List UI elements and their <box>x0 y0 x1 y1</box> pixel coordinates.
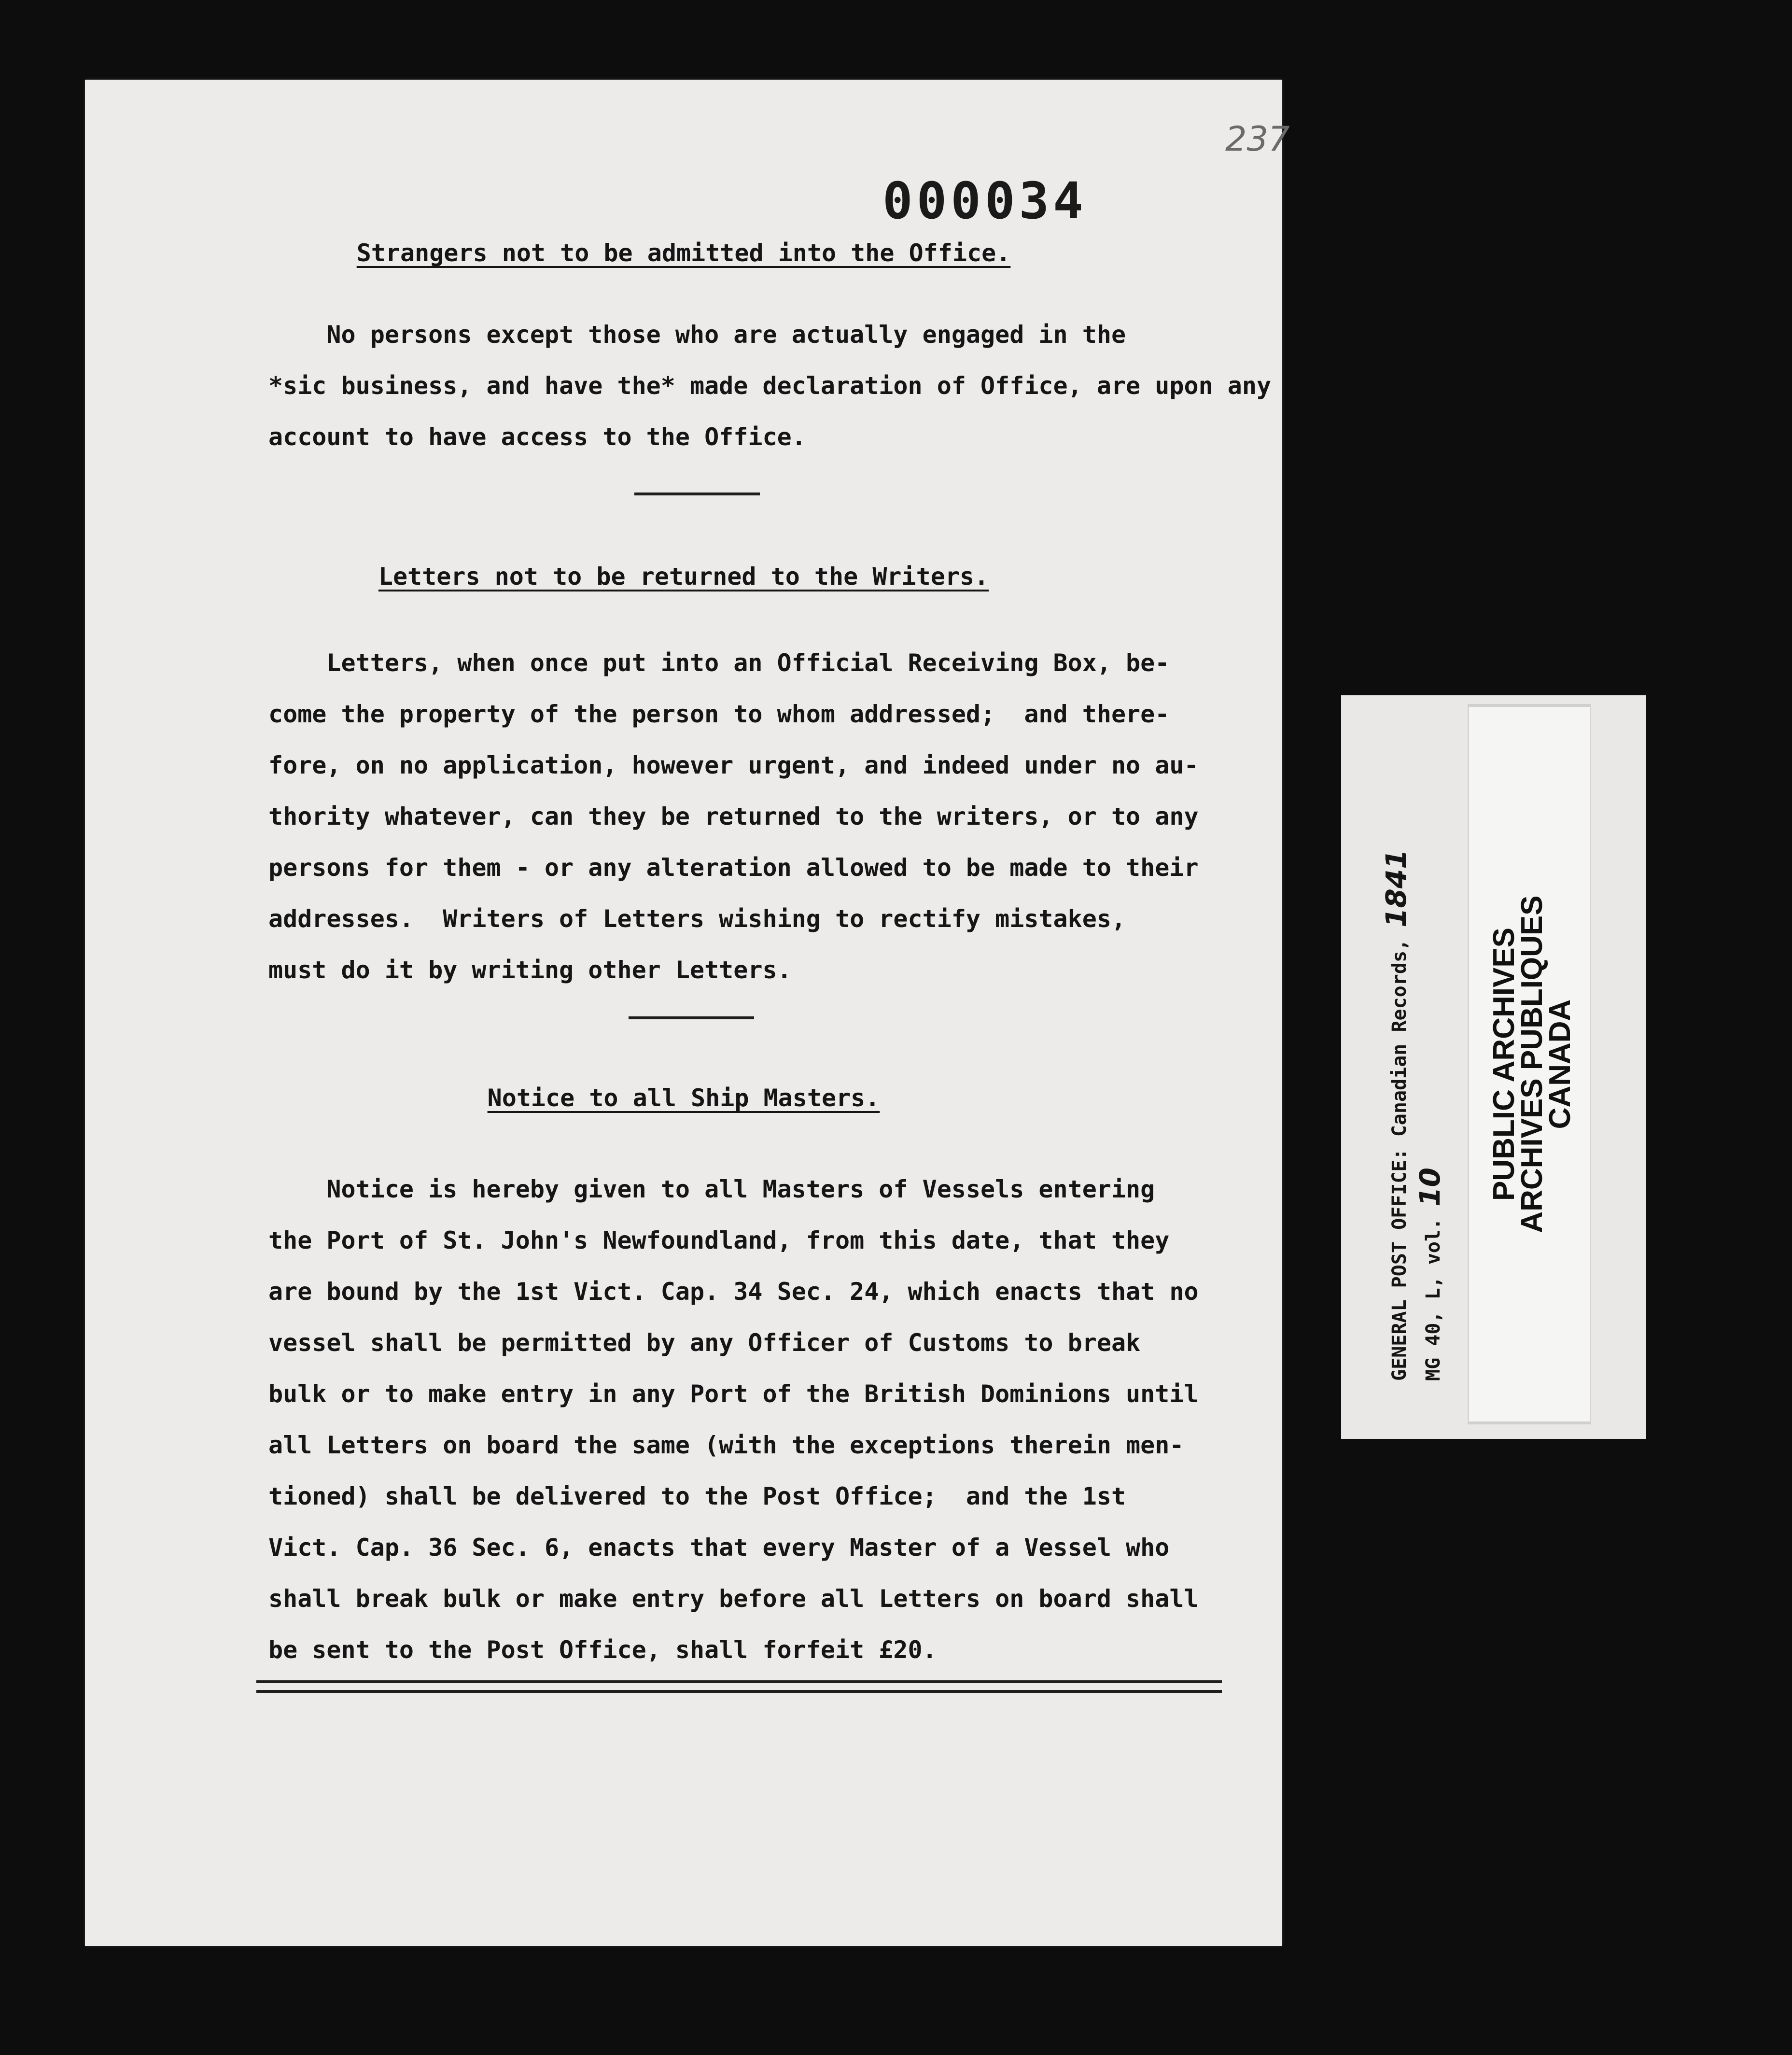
section-2-body <box>268 637 1292 996</box>
section-3-line: Notice is hereby given to all Masters of Vessels entering <box>268 1175 1155 1203</box>
section-2-line: addresses. Writers of Letters wishing to rectify mistakes, <box>268 905 1126 933</box>
section-1-heading: Strangers not to be admitted into the Office. <box>356 239 1011 267</box>
section-2-line: must do it by writing other Letters. <box>268 956 792 984</box>
section-3-line: vessel shall be permitted by any Officer of Customs to break <box>268 1329 1141 1357</box>
folio-number: 237 <box>1225 119 1290 159</box>
archive-name-english: PUBLIC ARCHIVES <box>1487 927 1521 1201</box>
section-3-line: bulk or to make entry in any Port of the British Dominions until <box>268 1380 1199 1408</box>
section-divider <box>629 1016 754 1019</box>
section-1-body <box>268 309 1292 463</box>
archive-label-card <box>1341 695 1646 1439</box>
stamp-number: 000034 <box>882 171 1087 230</box>
section-2-line: persons for them - or any alteration allowed to be made to their <box>268 854 1199 882</box>
section-3-line: tioned) shall be delivered to the Post Office; and the 1st <box>268 1482 1126 1510</box>
section-1-line: account to have access to the Office. <box>268 423 806 451</box>
section-2-line: fore, on no application, however urgent, and indeed under no au- <box>268 751 1199 779</box>
section-divider <box>634 493 760 495</box>
document-page <box>85 80 1290 1946</box>
archive-name-french: ARCHIVES PUBLIQUES <box>1515 895 1549 1233</box>
section-3-line: the Port of St. John's Newfoundland, from this date, that they <box>268 1226 1170 1254</box>
section-3-body <box>268 1164 1292 1675</box>
section-1-line: *sic business, and have the* made declaration of Office, are upon any <box>268 372 1272 400</box>
section-2-line: thority whatever, can they be returned to the writers, or to any <box>268 802 1199 830</box>
volume-number: 10 <box>1414 1168 1446 1207</box>
section-3-heading: Notice to all Ship Masters. <box>487 1084 880 1112</box>
section-3-line: are bound by the 1st Vict. Cap. 34 Sec. 24, which enacts that no <box>268 1278 1199 1306</box>
section-3-line: shall break bulk or make entry before all Letters on board shall <box>268 1585 1199 1613</box>
section-3-line: all Letters on board the same (with the exceptions therein men- <box>268 1431 1184 1459</box>
section-3-line: be sent to the Post Office, shall forfeit £20. <box>268 1636 937 1664</box>
section-3-line: Vict. Cap. 36 Sec. 6, enacts that every Master of a Vessel who <box>268 1534 1170 1562</box>
section-2-line: Letters, when once put into an Official Receiving Box, be- <box>268 649 1170 677</box>
record-group-line: GENERAL POST OFFICE: Canadian Records, 1841 <box>1380 849 1413 1381</box>
record-year: 1841 <box>1380 849 1413 928</box>
archive-country: CANADA <box>1543 999 1577 1129</box>
closing-double-rule <box>256 1680 1222 1694</box>
section-2-heading: Letters not to be returned to the Writers. <box>378 563 989 591</box>
section-1-line: No persons except those who are actually engaged in the <box>268 321 1126 349</box>
reference-line: MG 40, L, vol. 10 <box>1414 1168 1446 1381</box>
archive-name-box <box>1468 704 1591 1424</box>
archive-label-rotated <box>1341 695 1646 1439</box>
section-2-line: come the property of the person to whom addressed; and there- <box>268 700 1170 728</box>
